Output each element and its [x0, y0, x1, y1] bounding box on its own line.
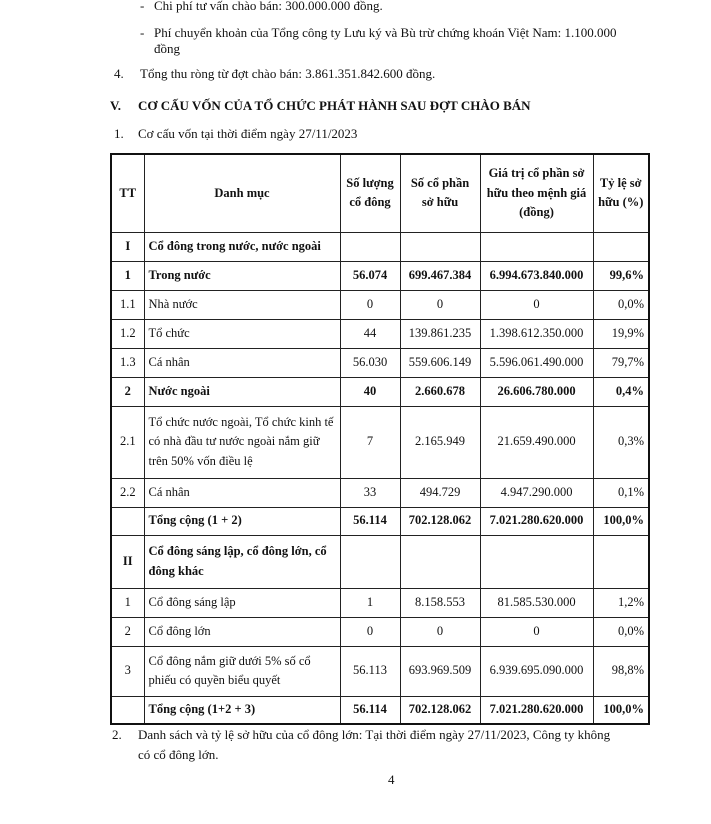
cell-tt: 2.1: [111, 406, 144, 478]
cell-value: 7.021.280.620.000: [480, 696, 593, 724]
cell-name: Trong nước: [144, 261, 340, 290]
cell-shares: 702.128.062: [400, 507, 480, 535]
table-row-total: [111, 696, 649, 724]
cell-count: 56.030: [340, 348, 400, 377]
cell-name: Tổ chức nước ngoài, Tổ chức kinh tế có nhà đầu tư nước ngoài nắm giữ trên 50% vốn điều lệ: [144, 406, 340, 478]
bullet-transfer-fee-cont: đồng: [154, 41, 180, 56]
cell-shares: 2.165.949: [400, 406, 480, 478]
cell-shares: 693.969.509: [400, 646, 480, 696]
cell-tt: [111, 696, 144, 724]
table-row: [111, 617, 649, 646]
cell-value: [480, 535, 593, 588]
cell-count: 56.114: [340, 507, 400, 535]
table-row: [111, 348, 649, 377]
cell-value: 6.994.673.840.000: [480, 261, 593, 290]
cell-count: 40: [340, 377, 400, 406]
cell-name: Cổ đông sáng lập, cổ đông lớn, cổ đông khác: [144, 535, 340, 588]
cell-ratio: 1,2%: [593, 588, 649, 617]
cell-count: 56.074: [340, 261, 400, 290]
cell-name: Cổ đông lớn: [144, 617, 340, 646]
table-row-total: [111, 507, 649, 535]
cell-tt: 1: [111, 261, 144, 290]
cell-value: 1.398.612.350.000: [480, 319, 593, 348]
bullet-dash: -: [140, 0, 145, 13]
section-title: CƠ CẤU VỐN CỦA TỔ CHỨC PHÁT HÀNH SAU ĐỢT CHÀO BÁN: [138, 98, 531, 113]
item-4-text: Tổng thu ròng từ đợt chào bán: 3.861.351.842.600 đồng.: [140, 66, 436, 81]
cell-ratio: 0,1%: [593, 478, 649, 507]
cell-name: Nhà nước: [144, 290, 340, 319]
cell-count: 0: [340, 290, 400, 319]
cell-tt: 2: [111, 377, 144, 406]
table-header-row: [111, 154, 649, 232]
cell-tt: I: [111, 232, 144, 261]
bullet-consulting-fee: Chi phí tư vấn chào bán: 300.000.000 đồng.: [154, 0, 383, 13]
cell-name: Cá nhân: [144, 348, 340, 377]
table-row: [111, 646, 649, 696]
cell-tt: II: [111, 535, 144, 588]
cell-ratio: 79,7%: [593, 348, 649, 377]
subsection-2-line1: Danh sách và tỷ lệ sở hữu của cổ đông lớn: Tại thời điểm ngày 27/11/2023, Công ty không: [138, 727, 611, 742]
cell-ratio: 0,3%: [593, 406, 649, 478]
cell-value: 26.606.780.000: [480, 377, 593, 406]
cell-ratio: 19,9%: [593, 319, 649, 348]
cell-count: 44: [340, 319, 400, 348]
cell-ratio: 100,0%: [593, 507, 649, 535]
cell-value: 5.596.061.490.000: [480, 348, 593, 377]
cell-value: 21.659.490.000: [480, 406, 593, 478]
header-ownership-ratio: Tỷ lệ sở hữu (%): [593, 154, 649, 232]
table-row: [111, 290, 649, 319]
cell-tt: 1.1: [111, 290, 144, 319]
table-row: [111, 377, 649, 406]
cell-shares: 702.128.062: [400, 696, 480, 724]
cell-ratio: [593, 535, 649, 588]
item-4-number: 4.: [114, 66, 124, 81]
subsection-2-line2: có cổ đông lớn.: [138, 747, 219, 762]
cell-count: [340, 232, 400, 261]
cell-tt: 1.3: [111, 348, 144, 377]
bullet-dash: -: [140, 25, 145, 40]
cell-shares: [400, 232, 480, 261]
cell-shares: 559.606.149: [400, 348, 480, 377]
cell-count: 33: [340, 478, 400, 507]
cell-name: Cổ đông trong nước, nước ngoài: [144, 232, 340, 261]
section-number: V.: [110, 98, 121, 113]
cell-name: Tổ chức: [144, 319, 340, 348]
header-par-value: Giá trị cổ phần sở hữu theo mệnh giá (đồng): [480, 154, 593, 232]
cell-count: [340, 535, 400, 588]
cell-ratio: 0,0%: [593, 617, 649, 646]
cell-value: 0: [480, 617, 593, 646]
cell-value: 6.939.695.090.000: [480, 646, 593, 696]
cell-name: Tổng cộng (1 + 2): [144, 507, 340, 535]
bullet-transfer-fee: Phí chuyển khoản của Tổng công ty Lưu ký và Bù trừ chứng khoán Việt Nam: 1.100.000: [154, 25, 617, 40]
table-row: [111, 232, 649, 261]
cell-ratio: 100,0%: [593, 696, 649, 724]
cell-shares: 8.158.553: [400, 588, 480, 617]
cell-name: Cổ đông nắm giữ dưới 5% số cổ phiếu có quyền biểu quyết: [144, 646, 340, 696]
cell-ratio: 0,4%: [593, 377, 649, 406]
table-row: [111, 588, 649, 617]
cell-value: 0: [480, 290, 593, 319]
cell-name: Cá nhân: [144, 478, 340, 507]
cell-shares: 699.467.384: [400, 261, 480, 290]
cell-count: 1: [340, 588, 400, 617]
cell-name: Tổng cộng (1+2 + 3): [144, 696, 340, 724]
cell-tt: [111, 507, 144, 535]
cell-ratio: [593, 232, 649, 261]
cell-count: 0: [340, 617, 400, 646]
page-number: 4: [388, 772, 395, 787]
table-row: [111, 406, 649, 478]
cell-shares: 0: [400, 617, 480, 646]
table-row: [111, 261, 649, 290]
cell-shares: [400, 535, 480, 588]
table-row: [111, 478, 649, 507]
cell-count: 56.113: [340, 646, 400, 696]
cell-name: Cổ đông sáng lập: [144, 588, 340, 617]
header-tt: TT: [111, 154, 144, 232]
cell-tt: 1.2: [111, 319, 144, 348]
cell-value: 81.585.530.000: [480, 588, 593, 617]
table-row: [111, 319, 649, 348]
subsection-1-number: 1.: [114, 126, 124, 141]
cell-name: Nước ngoài: [144, 377, 340, 406]
cell-count: 7: [340, 406, 400, 478]
header-shares-owned: Số cổ phần sở hữu: [400, 154, 480, 232]
header-category: Danh mục: [144, 154, 340, 232]
cell-shares: 2.660.678: [400, 377, 480, 406]
header-shareholder-count: Số lượng cổ đông: [340, 154, 400, 232]
cell-value: [480, 232, 593, 261]
capital-structure-table: [110, 153, 650, 725]
cell-tt: 2: [111, 617, 144, 646]
cell-tt: 2.2: [111, 478, 144, 507]
cell-tt: 1: [111, 588, 144, 617]
cell-ratio: 99,6%: [593, 261, 649, 290]
cell-shares: 494.729: [400, 478, 480, 507]
subsection-1-title: Cơ cấu vốn tại thời điểm ngày 27/11/2023: [138, 126, 358, 141]
cell-ratio: 0,0%: [593, 290, 649, 319]
cell-shares: 0: [400, 290, 480, 319]
cell-value: 4.947.290.000: [480, 478, 593, 507]
cell-value: 7.021.280.620.000: [480, 507, 593, 535]
cell-shares: 139.861.235: [400, 319, 480, 348]
cell-count: 56.114: [340, 696, 400, 724]
subsection-2-number: 2.: [112, 727, 122, 742]
cell-ratio: 98,8%: [593, 646, 649, 696]
cell-tt: 3: [111, 646, 144, 696]
table-row: [111, 535, 649, 588]
